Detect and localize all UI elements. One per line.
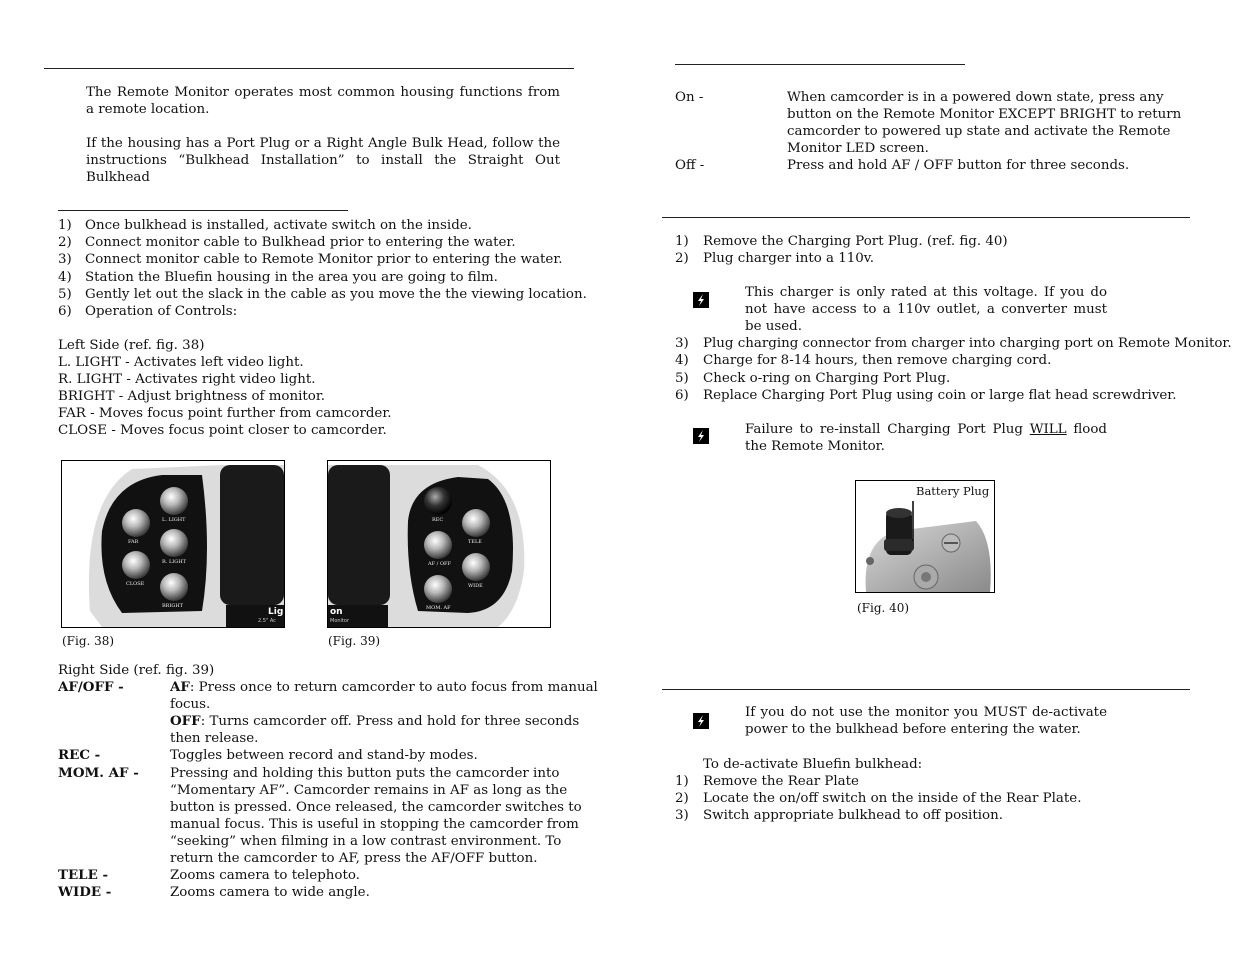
- list-item-number: 1): [675, 234, 689, 249]
- control-description: manual focus. This is useful in stopping the camcorder from: [170, 817, 579, 832]
- warning-icon: [693, 713, 709, 729]
- control-description: [170, 713, 579, 730]
- power-description: camcorder to powered up state and activate the Remote: [787, 124, 1171, 139]
- figure-38-left-controls: [61, 460, 285, 628]
- af-description: : Press once to return camcorder to auto focus from manual: [189, 680, 598, 695]
- right-controls-illustration: [328, 461, 550, 627]
- list-item: Remove the Rear Plate: [703, 774, 859, 789]
- control-key: WIDE -: [58, 884, 112, 900]
- list-item: Remove the Charging Port Plug. (ref. fig. 40): [703, 234, 1008, 249]
- deactivate-title: To de-activate Bluefin bulkhead:: [703, 757, 923, 772]
- intro-paragraph-2: If the housing has a Port Plug or a Right Angle Bulk Head, follow the instructions “Bulkhead Installation” to install the Straight Out Bulkhead: [86, 136, 560, 185]
- list-item: Gently let out the slack in the cable as you move the the viewing location.: [85, 287, 587, 302]
- figure-39-right-controls: [327, 460, 551, 628]
- top-rule-right: [675, 64, 965, 65]
- button-label: L. LIGHT: [162, 517, 186, 523]
- monitor-type-label: Monitor: [330, 618, 350, 624]
- control-description: Pressing and holding this button puts the camcorder into: [170, 766, 560, 781]
- control-key: AF/OFF -: [58, 679, 124, 695]
- list-item-number: 5): [58, 287, 72, 302]
- list-item: Connect monitor cable to Bulkhead prior to entering the water.: [85, 235, 516, 250]
- control-description: “seeking” when filming in a low contrast environment. To: [170, 834, 562, 849]
- battery-plug-label: Battery Plug: [916, 484, 990, 498]
- warning-emphasis: WILL: [1029, 422, 1067, 437]
- control-description: focus.: [170, 697, 211, 712]
- power-description: Press and hold AF / OFF button for three seconds.: [787, 158, 1130, 173]
- control-description: [170, 679, 598, 696]
- control-description: then release.: [170, 731, 259, 746]
- list-item: Locate the on/off switch on the inside of the Rear Plate.: [703, 791, 1082, 806]
- left-side-title: Left Side (ref. fig. 38): [58, 338, 205, 353]
- list-item: Once bulkhead is installed, activate switch on the inside.: [85, 218, 472, 233]
- control-description: BRIGHT - Adjust brightness of monitor.: [58, 389, 326, 404]
- warning-icon: [693, 428, 709, 444]
- power-key: Off -: [675, 158, 705, 173]
- control-key: REC -: [58, 747, 101, 763]
- list-item-number: 4): [58, 270, 72, 285]
- list-item: Station the Bluefin housing in the area you are going to film.: [85, 270, 498, 285]
- list-item-number: 2): [58, 235, 72, 250]
- button-label: CLOSE: [126, 581, 145, 587]
- power-description: button on the Remote Monitor EXCEPT BRIGHT to return: [787, 107, 1182, 122]
- power-description: Monitor LED screen.: [787, 141, 929, 156]
- warning-voltage: This charger is only rated at this voltage. If you do not have access to a 110v outlet, a converter must be used.: [745, 285, 1107, 334]
- off-keyword: OFF: [170, 713, 201, 729]
- power-key: On -: [675, 90, 704, 105]
- button-label: BRIGHT: [162, 603, 184, 609]
- list-item: Plug charger into a 110v.: [703, 251, 875, 266]
- warning-text: Failure to re-install Charging Port Plug: [745, 422, 1030, 437]
- list-item-number: 3): [58, 252, 72, 267]
- list-item: Plug charging connector from charger into charging port on Remote Monitor.: [703, 336, 1232, 351]
- control-description: Zooms camera to wide angle.: [170, 885, 370, 900]
- control-description: “Momentary AF”. Camcorder remains in AF as long as the: [170, 783, 568, 798]
- control-description: L. LIGHT - Activates left video light.: [58, 355, 304, 370]
- figure-40-battery-plug: [855, 480, 995, 593]
- control-description: R. LIGHT - Activates right video light.: [58, 372, 316, 387]
- list-item-number: 1): [58, 218, 72, 233]
- section-rule-charging: [662, 217, 1190, 218]
- list-item-number: 4): [675, 353, 689, 368]
- list-item: Operation of Controls:: [85, 304, 238, 319]
- list-item-number: 3): [675, 808, 689, 823]
- list-item: Charge for 8-14 hours, then remove charging cord.: [703, 353, 1052, 368]
- button-label: MOM. AF: [426, 605, 451, 611]
- control-description: Toggles between record and stand-by modes.: [170, 748, 478, 763]
- top-rule-left: [44, 68, 574, 69]
- af-keyword: AF: [170, 679, 190, 695]
- list-item-number: 6): [58, 304, 72, 319]
- button-label: REC: [432, 517, 444, 523]
- warning-icon: [693, 292, 709, 308]
- list-item-number: 2): [675, 251, 689, 266]
- monitor-brand-label: Lig: [268, 607, 284, 617]
- list-item: Check o-ring on Charging Port Plug.: [703, 371, 951, 386]
- list-item-number: 1): [675, 774, 689, 789]
- button-label: TELE: [468, 539, 482, 545]
- list-item-number: 6): [675, 388, 689, 403]
- control-description: CLOSE - Moves focus point closer to camcorder.: [58, 423, 387, 438]
- section-rule-deactivate: [662, 689, 1190, 690]
- monitor-size-label: 2.5" Ac: [258, 618, 276, 624]
- control-key: TELE -: [58, 867, 109, 883]
- list-item-number: 3): [675, 336, 689, 351]
- figure-39-caption: (Fig. 39): [328, 634, 381, 648]
- power-description: When camcorder is in a powered down state, press any: [787, 90, 1164, 105]
- list-item-number: 5): [675, 371, 689, 386]
- button-label: AF / OFF: [428, 561, 451, 567]
- right-side-title: Right Side (ref. fig. 39): [58, 663, 215, 678]
- intro-paragraph-1: The Remote Monitor operates most common housing functions from a remote location.: [86, 85, 560, 117]
- list-item: Switch appropriate bulkhead to off position.: [703, 808, 1003, 823]
- list-item-number: 2): [675, 791, 689, 806]
- warning-text: flood the Remote Monitor.: [745, 422, 1107, 454]
- button-label: WIDE: [468, 583, 483, 589]
- section-rule-left: [58, 210, 348, 211]
- control-description: button is pressed. Once released, the camcorder switches to: [170, 800, 582, 815]
- off-description: : Turns camcorder off. Press and hold for three seconds: [200, 714, 580, 729]
- button-label: FAR: [128, 539, 139, 545]
- figure-38-caption: (Fig. 38): [62, 634, 115, 648]
- figure-40-caption: (Fig. 40): [857, 601, 910, 615]
- control-key: MOM. AF -: [58, 765, 139, 781]
- monitor-brand-label: on: [330, 607, 343, 617]
- button-label: R. LIGHT: [162, 559, 186, 565]
- control-description: FAR - Moves focus point further from camcorder.: [58, 406, 392, 421]
- list-item: Replace Charging Port Plug using coin or large flat head screwdriver.: [703, 388, 1177, 403]
- control-description: Zooms camera to telephoto.: [170, 868, 360, 883]
- warning-deactivate: If you do not use the monitor you MUST de-activate power to the bulkhead before entering the water.: [745, 705, 1107, 737]
- list-item: Connect monitor cable to Remote Monitor prior to entering the water.: [85, 252, 563, 267]
- warning-flood: [745, 421, 1107, 455]
- control-description: return the camcorder to AF, press the AF/OFF button.: [170, 851, 538, 866]
